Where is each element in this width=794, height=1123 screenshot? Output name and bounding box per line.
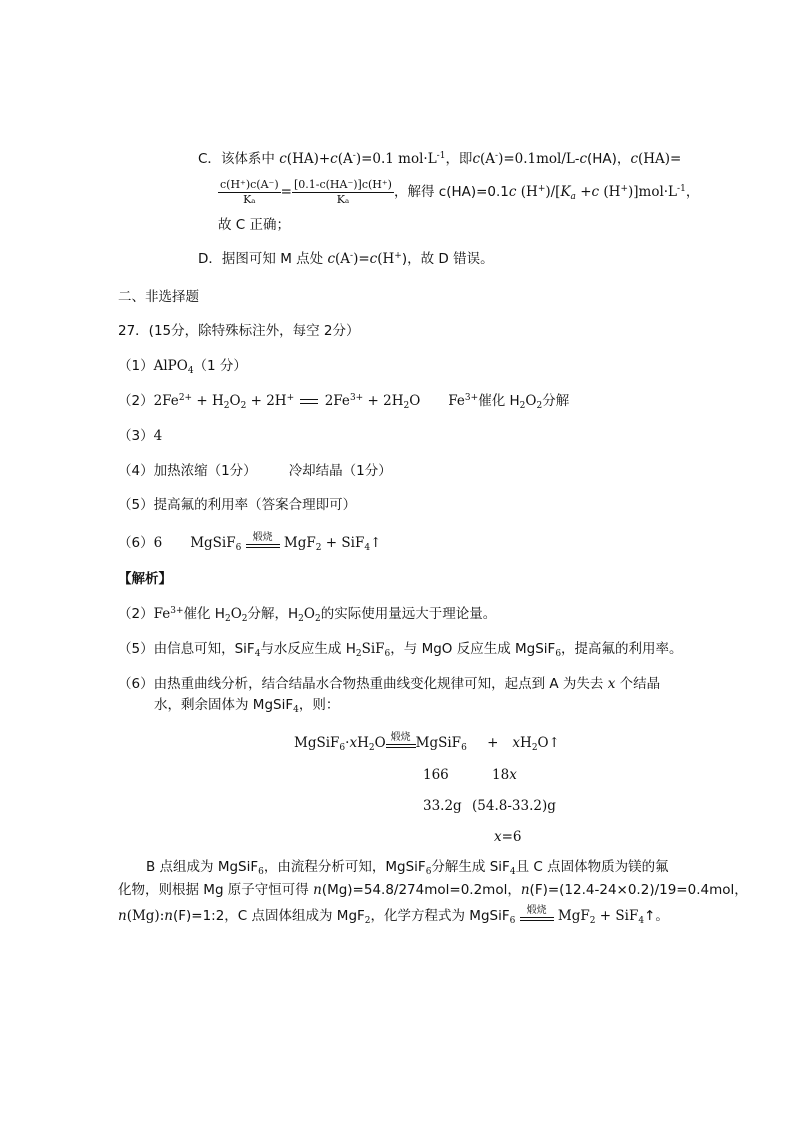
molar-mass-1: 166 [423,767,449,783]
equals-sign [298,397,320,407]
result-x: x=6 [494,829,522,845]
answer-6: （6）6 MgSiF$_6$ 煅烧 MgF$_2$ + SiF$_4$↑ [118,531,382,553]
answer-1: （1）AlPO$_4$（1 分） [118,358,247,376]
reaction-condition-arrow: 煅烧 [246,535,280,553]
reaction-equation: $MgSiF_6\cdot xH_2O$ 煅烧 MgSiF$_6$ + $xH_2O↑$ [294,731,560,753]
section-heading: 二、非选择题 [118,289,199,305]
answer-5: （5）提高氟的利用率（答案合理即可） [118,497,357,513]
mass-value-1: 33.2g [423,798,462,814]
reaction-condition-arrow-2: 煅烧 [386,735,416,753]
fraction-2: $\frac{[0.1-c(HA^-)]c(H^+)}{\text{Kₐ}}$ [293,178,392,206]
answer-3: （3）4 [118,428,163,444]
answer-4: （4）加热浓缩（1分） 冷却结晶（1分） [118,463,392,479]
option-d: D．据图可知 M 点处 c(A-)=c(H+)，故 D 错误。 [198,251,494,267]
paragraph-line2: 化物，则根据 Mg 原子守恒可得 n(Mg)=54.8/274mol=0.2mol，n(F)=(12.4-24×0.2)/19=0.4mol， [118,882,748,898]
question-27-heading: 27．(15分，除特殊标注外，每空 2分） [118,323,360,339]
analysis-6-line1: （6）由热重曲线分析，结合结晶水合物热重曲线变化规律可知，起点到 A 为失去 x 个结晶 [118,676,661,692]
paragraph-line1: B 点组成为 MgSiF$_6$，由流程分析可知，MgSiF$_6$分解生成 SiF$_4$且 C 点固体物质为镁的氟 [146,859,669,877]
fraction-1: $\frac{c(H^+)c(A^-)}{\text{Kₐ}}$ [220,178,279,206]
molar-mass-2: 18x [492,767,517,783]
option-c-conclusion: 故 C 正确； [218,217,291,233]
option-c-line2: $\frac{c(H^+)c(A^-)}{\text{Kₐ}}$ = $\frac{[0.1-c(HA^-)]c(H^+)}{\text{Kₐ}}$ ，解得 c(HA)=0.1c $(H^+)/[K_a +c$ $(H^+)]mol\cdot L^{-1}$， [220,178,700,206]
mass-value-2: (54.8-33.2)g [472,798,556,814]
paragraph-line3: n(Mg):n(F)=1:2，C 点固体组成为 MgF$_2$，化学方程式为 MgSiF$_6$ 煅烧 MgF$_2$ + SiF$_4$↑。 [118,904,669,926]
reaction-condition-arrow-3: 煅烧 [520,908,554,926]
analysis-title: 【解析】 [118,571,172,587]
analysis-2: $(2)Fe^{3+}$催化 $H_2O_2$分解，$H_2O_2$的实际使用量远大于理论量。 [118,606,497,624]
option-c-line1: C．该体系中 c(HA)+c(A-)=0.1 $mol\cdot L^{-1}$，即c(A-)=0.1mol/L-c(HA)，c(HA)= [198,151,682,167]
analysis-5: （5）由信息可知，SiF$_4$与水反应生成 $H_2SiF_6$，与 MgO 反应生成 MgSiF$_6$，提高氟的利用率。 [118,641,683,659]
analysis-6-line2: 水，剩余固体为 MgSiF$_4$，则： [154,697,340,715]
answer-2: $(2)2Fe^{2+} + H_2O_2 + 2H^+$ $2Fe^{3+} + 2H_2O$ $Fe^{3+}$催化 $H_2O_2$分解 [118,393,570,411]
